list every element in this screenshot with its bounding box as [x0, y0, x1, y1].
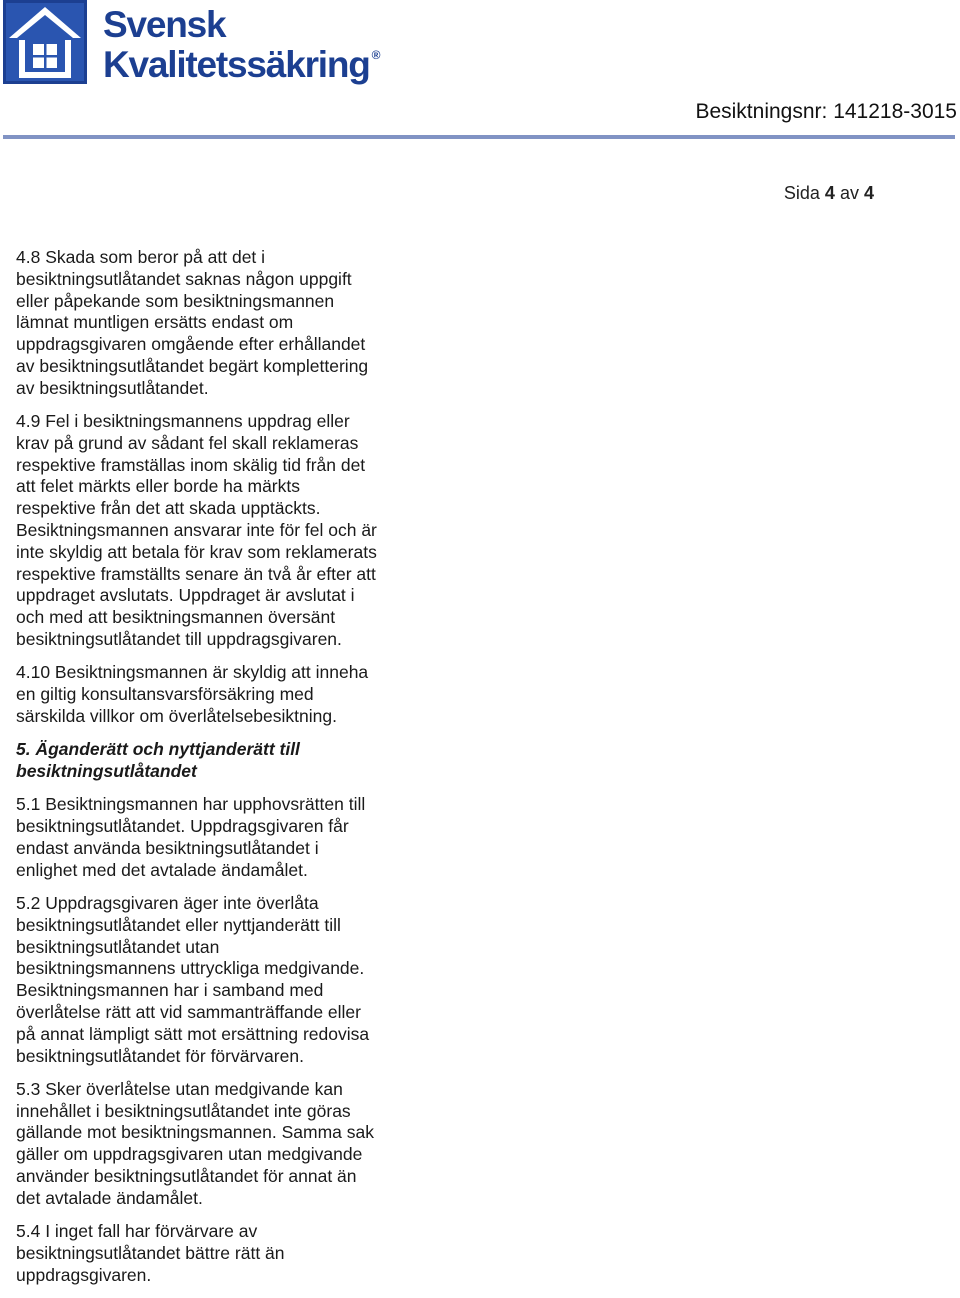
text-line: besiktningsutlåtandet utan	[16, 936, 220, 957]
page-prefix: Sida	[783, 183, 820, 203]
text-line: av besiktningsutlåtandet.	[16, 377, 209, 398]
registered-mark: ®	[371, 48, 381, 62]
text-line: besiktningsutlåtandet saknas någon uppgift	[16, 268, 352, 289]
text-line: besiktningsutlåtandet	[16, 761, 197, 782]
text-line: gällande mot besiktningsmannen. Samma sak	[16, 1122, 374, 1143]
inspection-number	[695, 100, 957, 124]
text-line: lämnat muntligen ersätts endast om	[16, 312, 294, 333]
text-line: respektive framställts senare än två år efter att	[16, 563, 376, 584]
text-line: Besiktningsmannen har i samband med	[16, 980, 324, 1001]
text-line: besiktningsutlåtandet till uppdragsgivaren.	[16, 629, 342, 650]
text-line: innehållet i besiktningsutlåtandet inte göras	[16, 1100, 351, 1121]
text-line: eller påpekande som besiktningsmannen	[16, 290, 335, 311]
document-body	[16, 247, 436, 1298]
text-line: av besiktningsutlåtandet begärt komplettering	[16, 355, 369, 376]
inspection-label: Besiktningsnr:	[695, 100, 828, 123]
text-line: besiktningsmannens uttryckliga medgivande.	[16, 958, 365, 979]
paragraph-p-4-9	[16, 411, 436, 651]
paragraph-p-5-1	[16, 794, 436, 881]
house-logo-icon	[3, 0, 87, 84]
text-line: på annat lämpligt sätt mot ersättning redovisa	[16, 1023, 370, 1044]
text-line: besiktningsutlåtandet eller nyttjanderätt till	[16, 914, 341, 935]
text-line: inte skyldig att betala för krav som reklamerats	[16, 541, 377, 562]
paragraph-p-5-4	[16, 1221, 436, 1286]
text-line: 5.4 I inget fall har förvärvare av	[16, 1221, 258, 1242]
paragraph-p-5-3	[16, 1079, 436, 1210]
text-line: endast använda besiktningsutlåtandet i	[16, 837, 319, 858]
text-line: besiktningsutlåtandet. Uppdragsgivaren får	[16, 816, 349, 837]
page-sep: av	[839, 183, 859, 203]
text-line: enlighet med det avtalade ändamålet.	[16, 859, 308, 880]
brand-name-line1: Svensk	[103, 4, 226, 45]
text-line: 5. Äganderätt och nyttjanderätt till	[16, 739, 300, 760]
text-line: krav på grund av sådant fel skall reklameras	[16, 432, 359, 453]
company-logo	[3, 0, 403, 90]
inspection-value: 141218-3015	[833, 100, 957, 123]
paragraph-p-4-8	[16, 247, 436, 400]
paragraph-p-4-10	[16, 662, 436, 727]
text-line: en giltig konsultansvarsförsäkring med	[16, 684, 314, 705]
brand-name-text: Kvalitetssäkring	[103, 44, 370, 85]
text-line: särskilda villkor om överlåtelsebesiktning.	[16, 705, 337, 726]
page-total: 4	[863, 183, 874, 203]
text-line: använder besiktningsutlåtandet för annat än	[16, 1166, 357, 1187]
text-line: uppdragsgivaren.	[16, 1264, 152, 1285]
text-line: 5.2 Uppdragsgivaren äger inte överlåta	[16, 893, 319, 914]
text-line: respektive framställas inom skälig tid från det	[16, 454, 366, 475]
text-line: det avtalade ändamålet.	[16, 1187, 203, 1208]
text-line: besiktningsutlåtandet bättre rätt än	[16, 1242, 285, 1263]
text-line: 5.1 Besiktningsmannen har upphovsrätten till	[16, 794, 366, 815]
text-line: uppdraget avslutats. Uppdraget är avslutat i	[16, 585, 355, 606]
text-line: 5.3 Sker överlåtelse utan medgivande kan	[16, 1078, 343, 1099]
text-line: överlåtelse rätt att vid sammanträffande eller	[16, 1002, 361, 1022]
brand-name-line2	[103, 44, 381, 86]
page-current: 4	[824, 183, 835, 203]
text-line: och med att besiktningsmannen översänt	[16, 607, 336, 628]
text-line: 4.10 Besiktningsmannen är skyldig att inneha	[16, 662, 369, 683]
section-heading-h-5	[16, 739, 436, 783]
text-line: gäller om uppdragsgivaren utan medgivande	[16, 1144, 363, 1165]
text-line: 4.9 Fel i besiktningsmannens uppdrag eller	[16, 411, 350, 432]
text-line: Besiktningsmannen ansvarar inte för fel och är	[16, 520, 377, 541]
text-line: uppdragsgivaren omgående efter erhållandet	[16, 334, 366, 355]
header-divider	[3, 135, 955, 139]
text-line: respektive från det att skada upptäckts.	[16, 498, 321, 519]
page-number	[784, 183, 874, 204]
text-line: besiktningsutlåtandet för förvärvaren.	[16, 1045, 304, 1066]
text-line: att felet märkts eller borde ha märkts	[16, 476, 300, 497]
paragraph-p-5-2	[16, 893, 436, 1067]
text-line: 4.8 Skada som beror på att det i	[16, 247, 266, 267]
